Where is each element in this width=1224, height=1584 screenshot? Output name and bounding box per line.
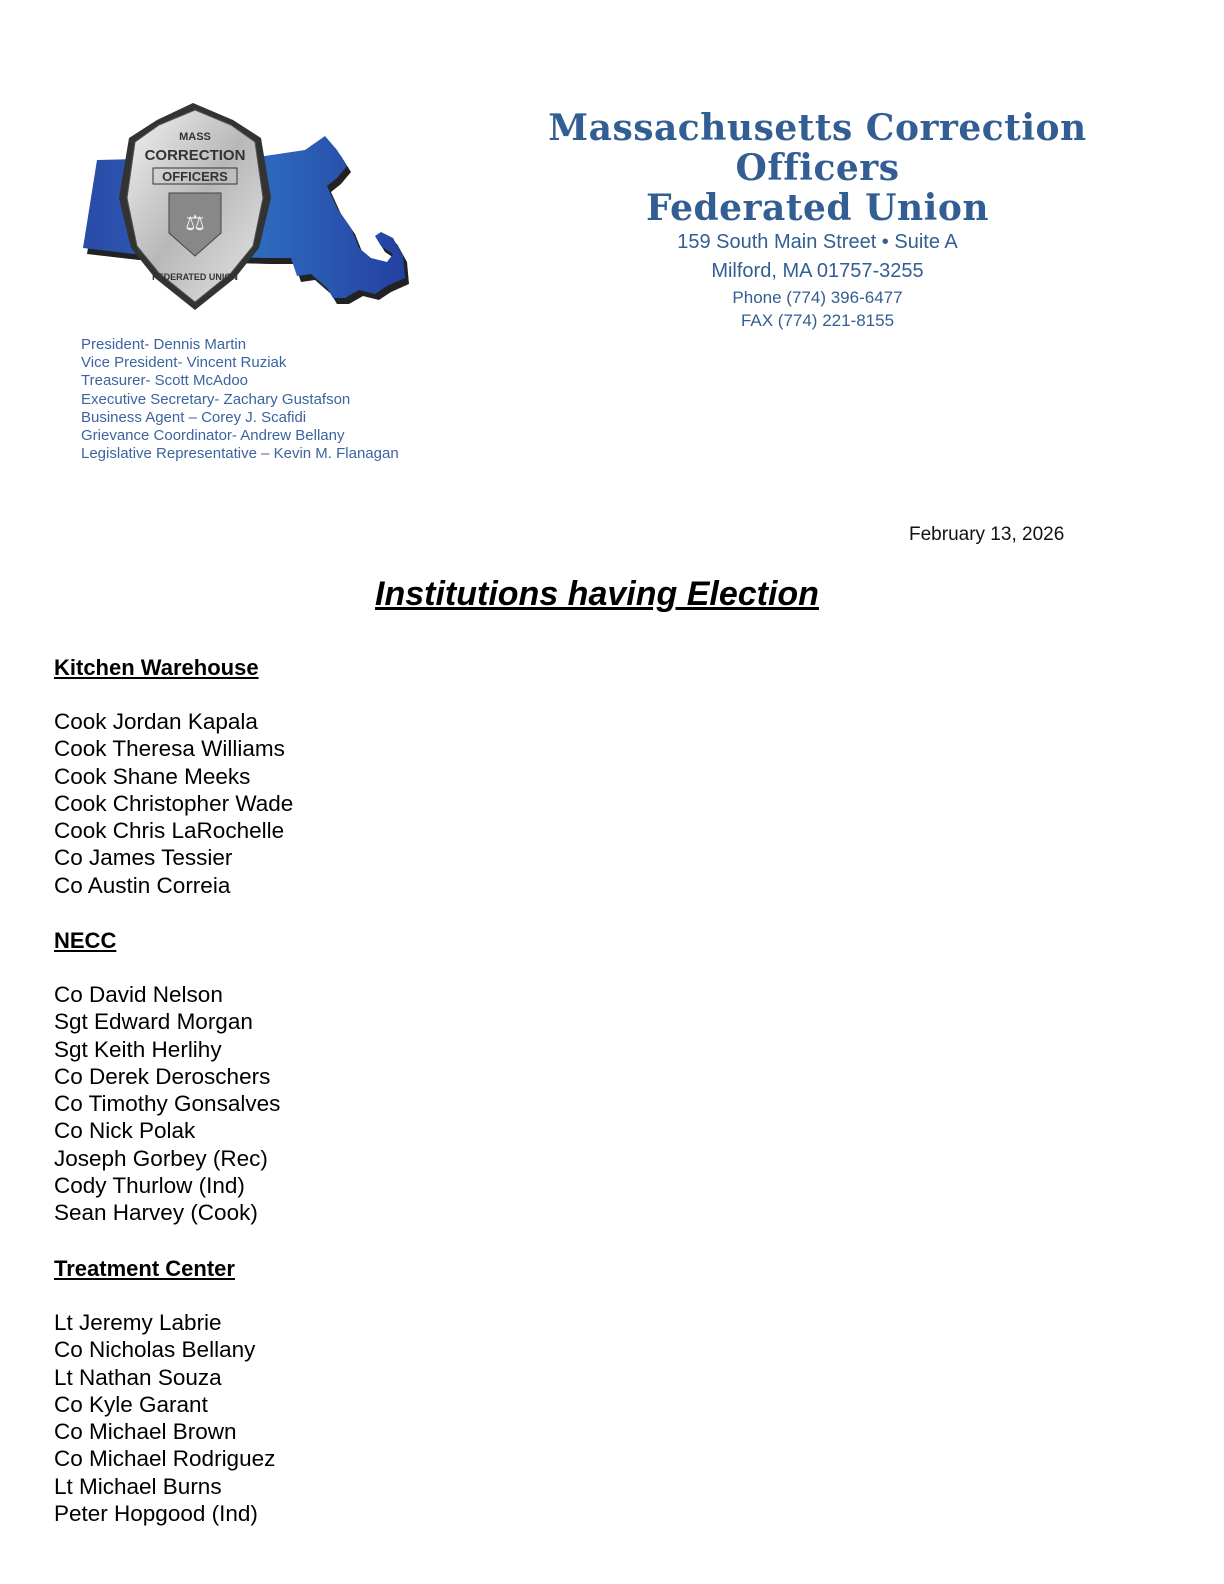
section-necc [54,927,280,1227]
svg-text:OFFICERS: OFFICERS [162,169,228,184]
officer-line: Vice President- Vincent Ruziak [81,354,287,372]
union-name-line1: Massachusetts Correction Officers [548,107,1087,189]
officer-line: Treasurer- Scott McAdoo [81,372,248,390]
phone: Phone (774) 396-6477 [732,288,903,307]
list-item: Co Nicholas Bellany [54,1337,256,1363]
officer-line: Legislative Representative – Kevin M. Flanagan [81,445,399,463]
section-heading: Treatment Center [54,1256,235,1281]
officer-line: Executive Secretary- Zachary Gustafson [81,390,351,408]
list-item: Co Timothy Gonsalves [54,1091,281,1117]
svg-text:FEDERATED UNION: FEDERATED UNION [152,272,238,282]
fax: FAX (774) 221-8155 [740,311,895,330]
list-item: Lt Michael Burns [54,1473,222,1499]
list-item: Cook Chris LaRochelle [54,818,285,844]
section-heading: NECC [54,928,117,953]
list-item: Co James Tessier [54,845,233,871]
list-item: Lt Nathan Souza [54,1364,222,1390]
list-item: Co Kyle Garant [54,1391,208,1417]
list-item: Cook Jordan Kapala [54,709,258,734]
officer-list [81,336,399,463]
list-item: Cody Thurlow (Ind) [54,1173,245,1199]
list-item: Sgt Keith Herlihy [54,1036,222,1062]
list-item: Cook Theresa Williams [54,736,285,762]
list-item: Co Nick Polak [54,1118,196,1144]
section-heading: Kitchen Warehouse [54,655,259,680]
svg-text:MASS: MASS [179,131,211,143]
document-date: February 13, 2026 [909,524,1065,545]
officer-line: Business Agent – Corey J. Scafidi [81,408,307,426]
section-kitchen-warehouse [54,654,293,899]
list-item: Co Derek Deroschers [54,1063,271,1089]
officer-line: Grievance Coordinator- Andrew Bellany [81,427,345,445]
address-line1: 159 South Main Street • Suite A [677,231,958,253]
list-item: Sean Harvey (Cook) [54,1200,258,1226]
list-item: Co David Nelson [54,982,223,1007]
list-item: Co Austin Correia [54,872,231,898]
svg-text:⚖: ⚖ [185,210,205,235]
address-line2: Milford, MA 01757-3255 [711,260,924,282]
union-name-line2: Federated Union [645,187,990,229]
letterhead [505,108,1130,332]
list-item: Sgt Edward Morgan [54,1009,253,1035]
list-item: Lt Jeremy Labrie [54,1310,222,1335]
list-item: Co Michael Brown [54,1419,237,1445]
officer-line: President- Dennis Martin [81,336,247,353]
list-item: Joseph Gorbey (Rec) [54,1145,268,1171]
document-title: Institutions having Election [375,575,819,613]
svg-text:CORRECTION: CORRECTION [144,147,246,164]
section-treatment-center [54,1255,275,1527]
list-item: Cook Shane Meeks [54,763,251,789]
union-logo [75,98,415,313]
list-item: Cook Christopher Wade [54,790,294,816]
list-item: Co Michael Rodriguez [54,1446,276,1472]
list-item: Peter Hopgood (Ind) [54,1501,258,1527]
